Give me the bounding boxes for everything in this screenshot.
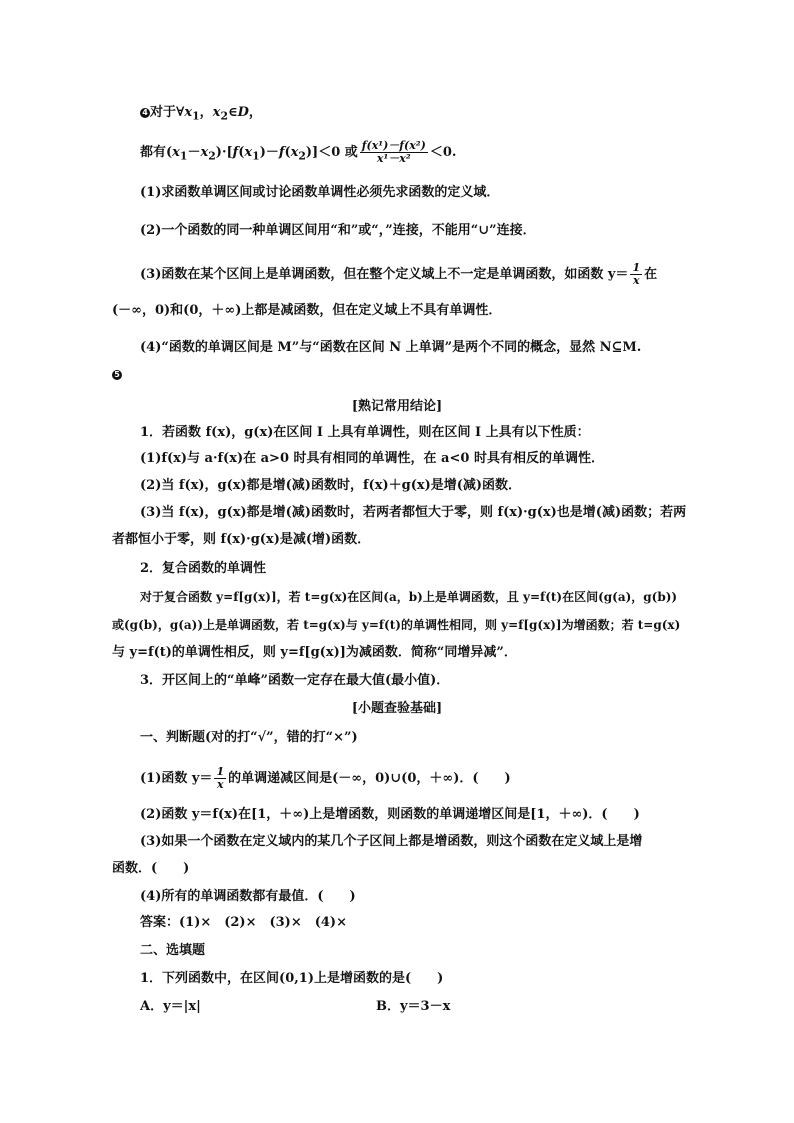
quiz-part1-title: 一、判断题(对的打“√”，错的打“×”) [140, 730, 358, 745]
quiz-q3-line1: (3)如果一个函数在定义域内的某几个子区间上都是增函数，则这个函数在定义域上是增 [140, 834, 643, 849]
option-b: B．y＝3－x [376, 999, 451, 1014]
quiz-answer: 答案：(1)× (2)× (3)× (4)× [140, 915, 347, 930]
conclusion-p10: 3．开区间上的“单峰”函数一定存在最大值(最小值)． [140, 673, 450, 688]
option-a: A．y＝|x| [140, 999, 201, 1014]
conclusion-p5: 者都恒小于零，则 f(x)·g(x)是减(增)函数． [112, 532, 371, 547]
note-4: (4)“函数的单调区间是 M”与“函数在区间 N 上单调”是两个不同的概念，显然 N⊆M. [140, 340, 642, 355]
quiz-q3-line2: 函数．( ) [112, 861, 190, 876]
fraction: $\frac{1}{x}$ [216, 765, 225, 791]
note-2: (2)一个函数的同一种单调区间用“和”或“，”连接，不能用“∪”连接． [140, 223, 536, 238]
conclusion-p3: (2)当 f(x)，g(x)都是增(减)函数时，f(x)＋g(x)是增(减)函数． [140, 478, 522, 493]
section-heading-conclusions: [熟记常用结论] [351, 399, 443, 414]
conclusion-p1: 1．若函数 f(x)，g(x)在区间 I 上具有单调性，则在区间 I 上具有以下性质： [140, 425, 590, 440]
conclusion-p7: 对于复合函数 y=f[g(x)]，若 t=g(x)在区间(a，b)上是单调函数，且 y=f(t)在区间(g(a)，g(b)) [140, 590, 678, 604]
conclusion-p6: 2．复合函数的单调性 [140, 561, 267, 576]
quiz-q1: (1)函数 y＝ $\frac{1}{x}$ 的单调递减区间是(－∞，0)∪(0，＋∞)．( ) [140, 765, 511, 791]
quiz-q4: (4)所有的单调函数都有最值．( ) [140, 889, 356, 904]
choice-question-1: 1．下列函数中，在区间(0,1)上是增函数的是( ) [140, 971, 444, 986]
conclusion-p4: (3)当 f(x)，g(x)都是增(减)函数时，若两者都恒大于零，则 f(x)·g(x)也是增(减)函数；若两 [140, 505, 687, 520]
marker-5-icon: 5 [112, 370, 122, 380]
note-3-line2: (－∞，0)和(0，＋∞)上都是减函数，但在定义域上不具有单调性． [112, 303, 502, 318]
note-3-line1: (3)函数在某个区间上是单调函数，但在整个定义域上不一定是单调函数，如函数 y＝ $\frac{1}{x}$ 在 [140, 261, 658, 287]
section-heading-quiz: [小题查验基础] [351, 701, 443, 716]
quiz-q2: (2)函数 y＝f(x)在[1，＋∞)上是增函数，则函数的单调递增区间是[1，＋∞)．( ) [140, 807, 640, 822]
conclusion-p9: 与 y=f(t)的单调性相反，则 y=f[g(x)]为减函数．简称“同增异减”． [112, 645, 517, 660]
quiz-part2-title: 二、选填题 [140, 943, 206, 958]
fraction: $\frac{1}{x}$ [632, 261, 641, 287]
marker-4-icon: 4 [140, 108, 150, 118]
item4-line1: 4 对于$\forall x_1$，$x_2\in D$， [140, 104, 262, 126]
conclusion-p2: (1)f(x)与 a·f(x)在 a>0 时具有相同的单调性，在 a<0 时具有相反的单调性． [140, 451, 604, 466]
fraction: $\frac{\text{f(x¹)－f(x²)}}{\text{x¹－x²}}$ [361, 139, 426, 165]
note-1: (1)求函数单调区间或讨论函数单调性必须先求函数的定义域． [140, 185, 500, 200]
item4-line2: 都有$(x_1-x_2)\cdot[f(x_1)-f(x_2)]<0$ 或 $\frac{\text{f(x¹)－f(x²)}}{\text{x¹－x²}}$ ＜0. [140, 139, 457, 165]
item5-marker [112, 366, 122, 384]
conclusion-p8: 或(g(b)，g(a))上是单调函数，若 t=g(x)与 y=f(t)的单调性相同，则 y=f[g(x)]为增函数；若 t=g(x) [112, 618, 681, 632]
